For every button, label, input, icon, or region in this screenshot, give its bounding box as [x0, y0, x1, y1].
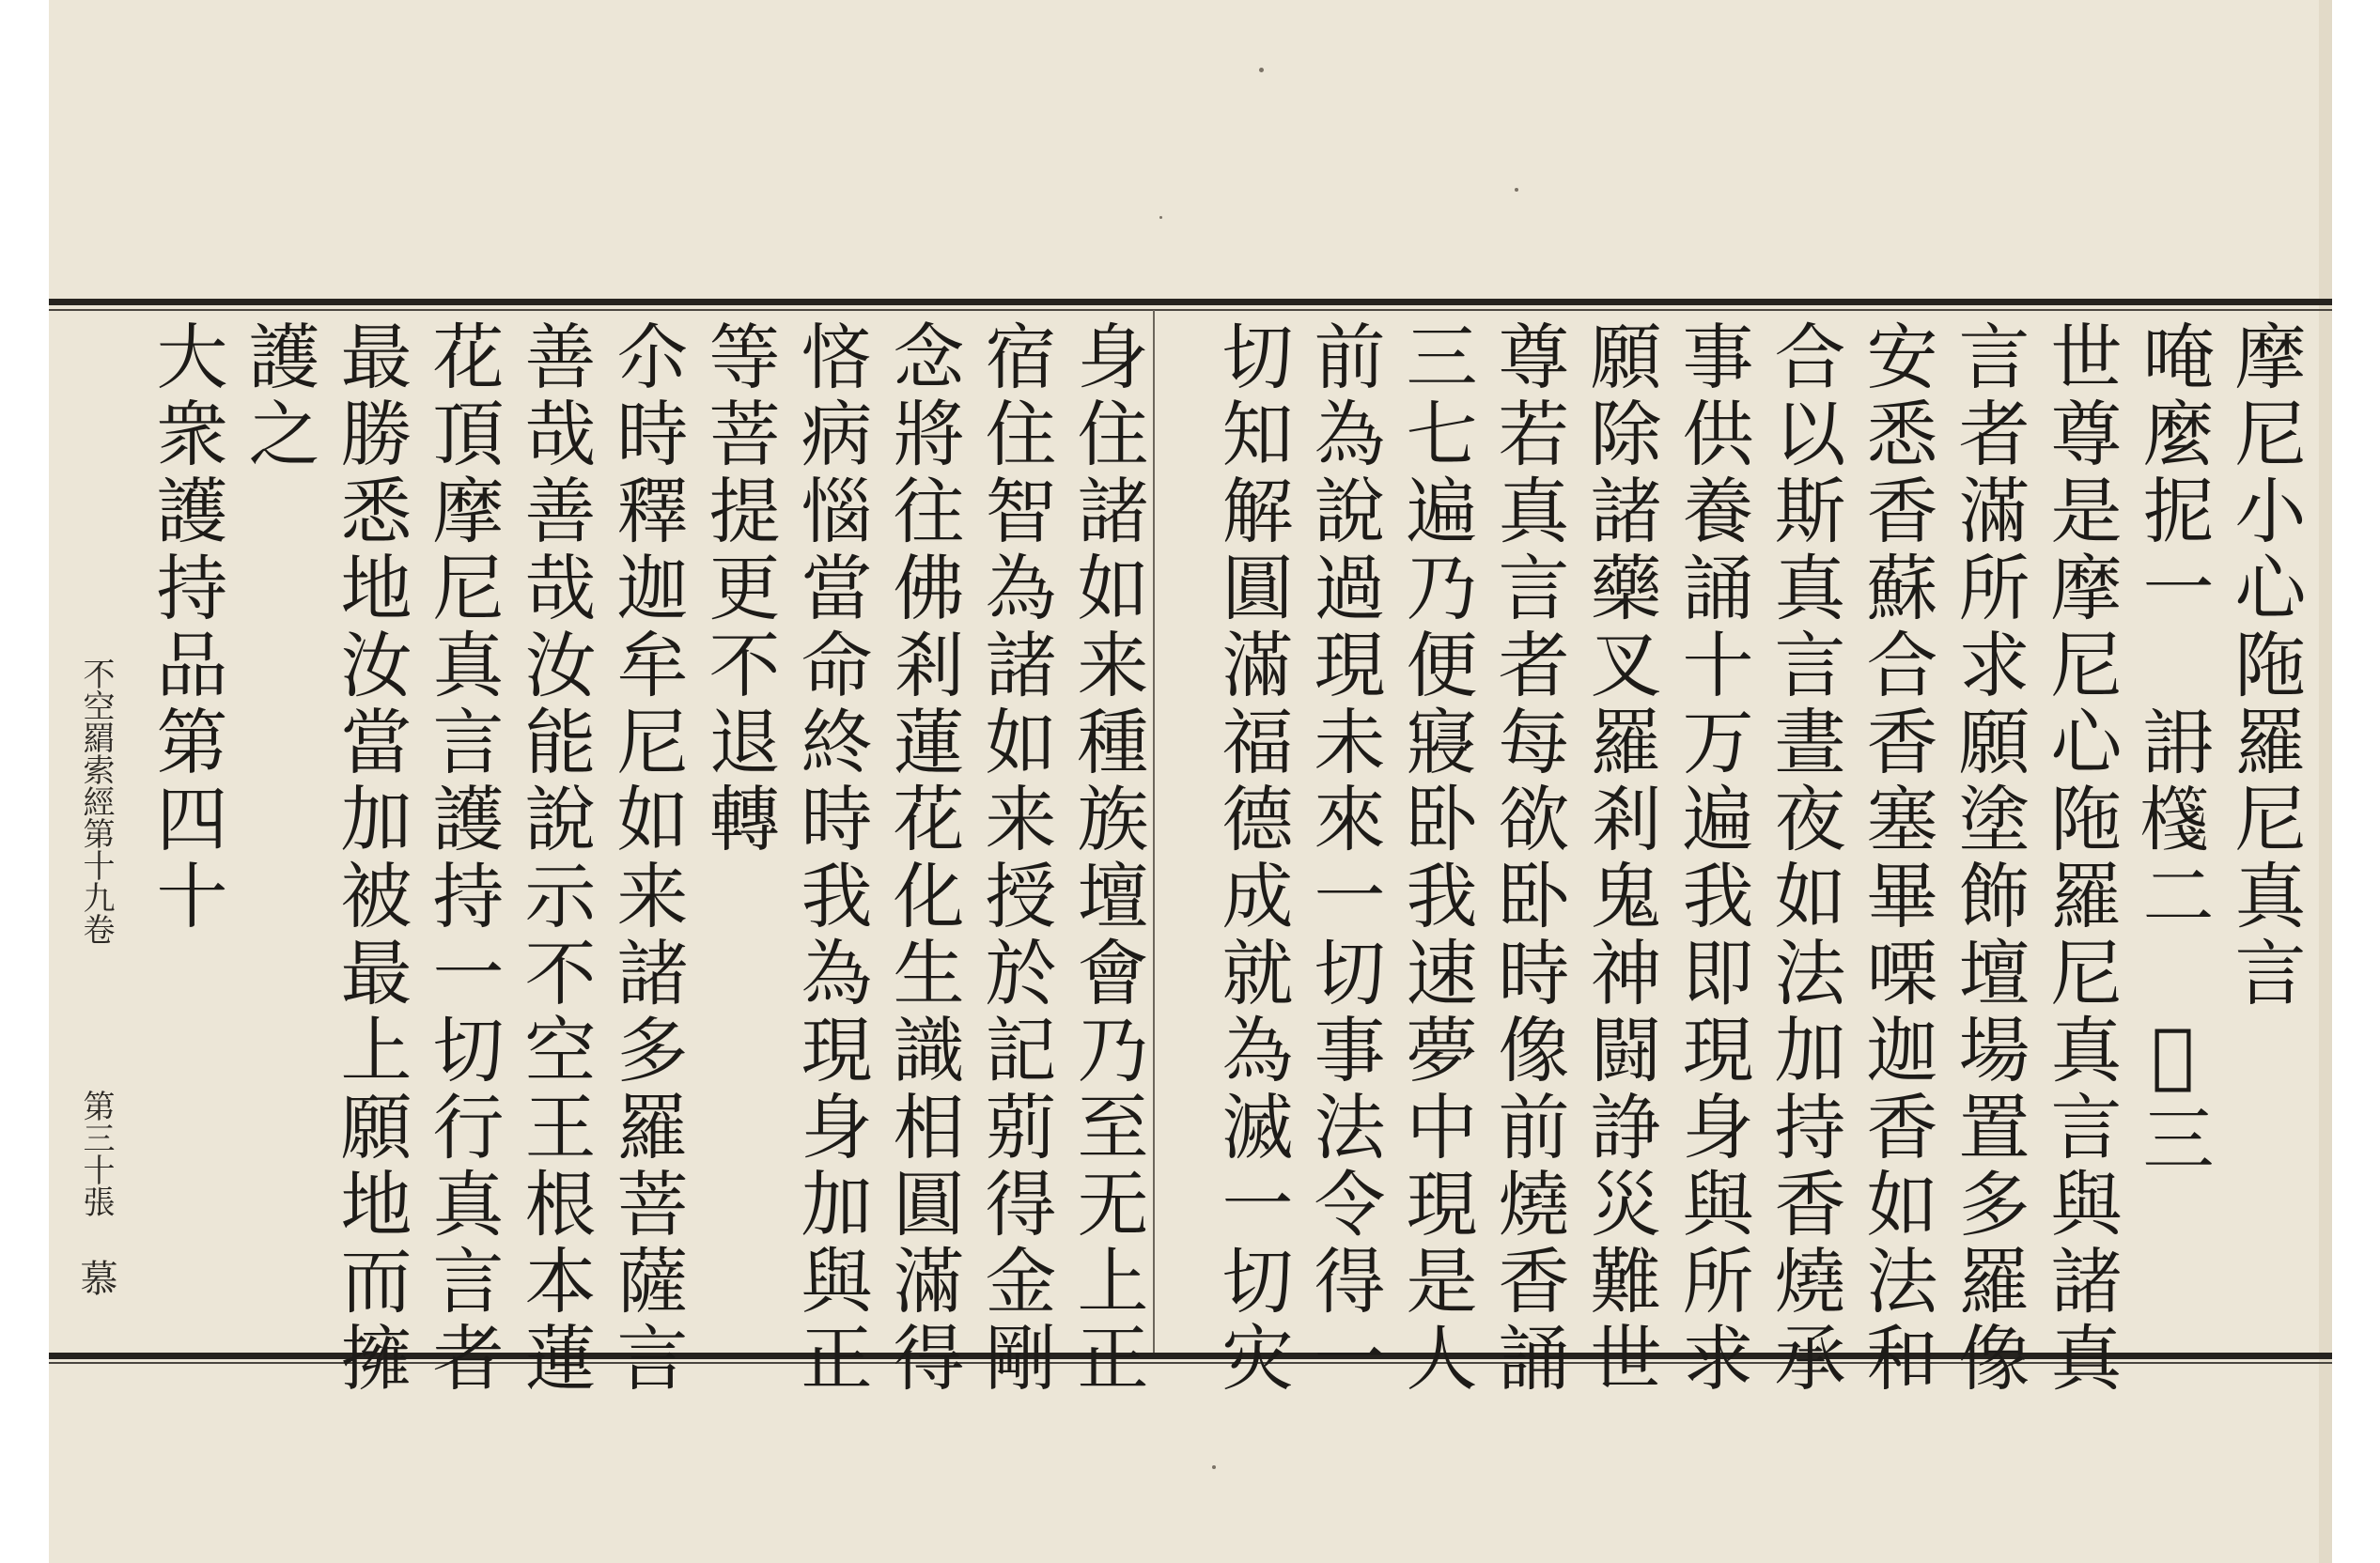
page-edge — [2319, 0, 2332, 1563]
text-column-9: 尊若真言者每欲卧時像前燒香誦 — [1486, 319, 1570, 1398]
marginal-page-number: 第三十張 — [77, 1090, 115, 1217]
top-border-rule-thin — [49, 309, 2332, 311]
text-column-14: 宿住智為諸如来授於記莂得金剛 — [973, 319, 1057, 1398]
text-column-4: 言者滿所求願塗飾壇場置多羅像 — [1947, 319, 2030, 1398]
text-column-16: 悋病惱當命終時我為現身加與正 — [789, 319, 873, 1398]
paper-speck — [1159, 216, 1162, 219]
paper-speck — [1259, 68, 1264, 72]
text-column-13: 身住諸如来種族壇會乃至无上正 — [1066, 319, 1149, 1398]
text-column-3: 世尊是摩尼心陁羅尼真言與諸真 — [2039, 319, 2123, 1398]
marginal-carver-mark: 慕 — [74, 1259, 117, 1296]
top-border-rule — [49, 299, 2332, 305]
text-column-17: 等菩提更不退轉 — [697, 319, 781, 859]
paper-speck — [1515, 188, 1518, 192]
marginal-sutra-title: 不空羂索經第十九卷 — [77, 658, 115, 945]
text-column-18: 尒時釋迦牟尼如来諸多羅菩薩言 — [605, 319, 689, 1398]
text-column-12: 切知解圓滿福德成就為滅一切灾 — [1210, 319, 1294, 1398]
text-column-6: 合以斯真言晝夜如法加持香燒承 — [1763, 319, 1846, 1398]
text-column-10: 三七遍乃便寢卧我速夢中現是人 — [1394, 319, 1478, 1398]
text-column-19: 善哉善哉汝能說示不空王根本蓮 — [513, 319, 597, 1398]
chapter-heading: 大衆護持品第四十 — [145, 319, 228, 936]
text-column-2: 唵麼抳一 䛁𣝕二 𠌐三 — [2131, 319, 2215, 1179]
text-column-7: 事供養誦十万遍我即現身與所求 — [1671, 319, 1754, 1398]
text-column-21: 最勝悉地汝當加被最上願地而擁 — [329, 319, 412, 1398]
text-column-15: 念將往佛剎蓮花化生識相圓滿得 — [881, 319, 965, 1398]
page-fold-line — [1153, 310, 1155, 1353]
text-column-20: 花頂摩尼真言護持一切行真言者 — [421, 319, 505, 1398]
text-column-5: 安悉香蘇合香塞畢㗚迦香如法和 — [1855, 319, 1938, 1398]
text-column-11: 前為說過現未來一切事法令得一 — [1302, 319, 1386, 1398]
paper-speck — [1212, 1465, 1216, 1469]
text-column-22: 護之 — [237, 319, 320, 473]
text-column-8: 願除諸藥叉羅剎鬼神闘諍災難世 — [1579, 319, 1662, 1398]
scripture-page — [49, 0, 2332, 1563]
text-column-1: 摩尼小心陁羅尼真言 — [2223, 319, 2307, 1013]
